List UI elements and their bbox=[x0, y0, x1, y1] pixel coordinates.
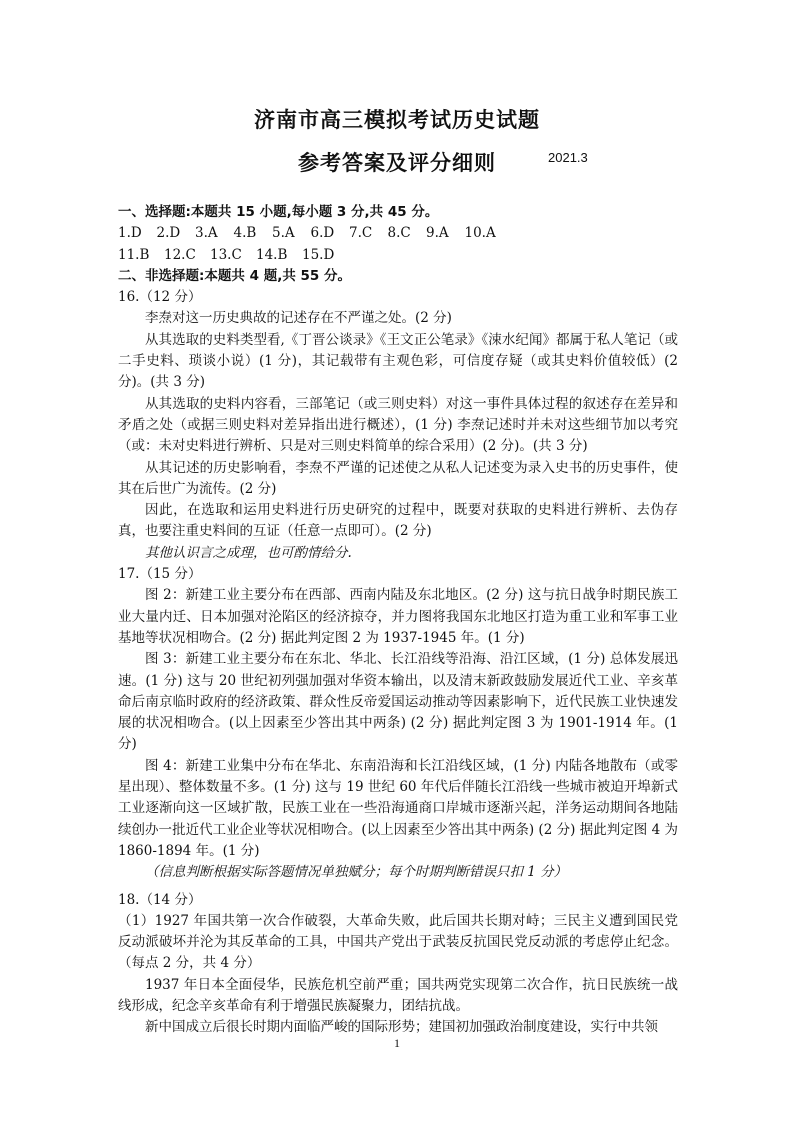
q16-paragraph: 从其选取的史料类型看,《丁晋公谈录》《王文正公笔录》《涑水纪闻》都属于私人笔记（或二手史料、琐谈小说）(1 分)，其记载带有主观色彩，可信度存疑（或其史料价值较低）(2 分)。(共 3 分) bbox=[118, 331, 678, 391]
q16-paragraph: 从其记述的历史影响看，李焘不严谨的记述使之从私人记述变为录入史书的历史事件，使其在后世广为流传。(2 分) bbox=[118, 459, 678, 497]
section-1-heading: 一、选择题:本题共 15 小题,每小题 3 分,共 45 分。 bbox=[118, 204, 439, 220]
answer-item: 14.B bbox=[256, 246, 288, 263]
answer-item: 10.A bbox=[464, 225, 496, 242]
answer-item: 3.A bbox=[195, 225, 218, 242]
q17-paragraph: 图 3：新建工业主要分布在东北、华北、长江沿线等沿海、沿江区域，(1 分) 总体发展迅速。(1 分) 这与 20 世纪初列强加强对华资本输出，以及清末新政鼓励发展近代工业、辛亥革命后南京临时政府的经济政策、群众性反帝爱国运动推动等因素影响下，近代民族工业快速发展的状况相吻合。(以上因素至少答出其中两条) (2 分) 据此判定图 3 为 1901-1914 年。(1 分) bbox=[118, 651, 678, 753]
answer-item: 8.C bbox=[387, 225, 411, 242]
answer-item: 4.B bbox=[233, 225, 257, 242]
question-16-label: 16.（12 分） bbox=[118, 289, 202, 306]
q16-grading-note: 其他认识言之成理，也可酌情给分. bbox=[145, 544, 352, 561]
answer-content bbox=[118, 202, 678, 1039]
answer-key-row-2 bbox=[118, 245, 678, 266]
answer-item: 6.D bbox=[310, 225, 335, 242]
answer-item: 13.C bbox=[210, 246, 242, 263]
q17-paragraph: 图 4：新建工业集中分布在华北、东南沿海和长江沿线区域，(1 分) 内陆各地散布（或零星出现）、整体数量不多。(1 分) 这与 19 世纪 60 年代后伴随长江沿线一些城市被迫开埠新式工业逐渐向这一区域扩散，民族工业在一些沿海通商口岸城市逐渐兴起，洋务运动期间各地陆续创办一批近代工业企业等状况相吻合。(以上因素至少答出其中两条) (2 分) 据此判定图 4 为 1860-1894 年。(1 分) bbox=[118, 757, 678, 859]
question-18-label: 18.（14 分） bbox=[118, 891, 202, 908]
q16-paragraph: 因此，在选取和运用史料进行历史研究的过程中，既要对获取的史料进行辨析、去伪存真，也要注重史料间的互证（任意一点即可）。(2 分) bbox=[118, 502, 678, 540]
answer-item: 1.D bbox=[118, 225, 142, 242]
page-number: 1 bbox=[394, 1036, 400, 1050]
page-title: 济南市高三模拟考试历史试题 bbox=[254, 108, 540, 132]
page-subtitle: 参考答案及评分细则 bbox=[298, 151, 496, 175]
answer-item: 9.A bbox=[426, 225, 449, 242]
answer-item: 2.D bbox=[156, 225, 181, 242]
question-17-label: 17.（15 分） bbox=[118, 566, 202, 583]
answer-item: 12.C bbox=[164, 246, 196, 263]
exam-date: 2021.3 bbox=[548, 150, 588, 165]
answer-key-row-1 bbox=[118, 223, 678, 244]
answer-item: 5.A bbox=[272, 225, 295, 242]
q17-paragraph: 图 2：新建工业主要分布在西部、西南内陆及东北地区。(2 分) 这与抗日战争时期民族工业大量内迁、日本加强对沦陷区的经济掠夺，并力图将我国东北地区打造为重工业和军事工业基地等状况相吻合。(2 分) 据此判定图 2 为 1937-1945 年。(1 分) bbox=[118, 587, 678, 646]
q18-paragraph: 新中国成立后很长时期内面临严峻的国际形势；建国初加强政治制度建设，实行中共领 bbox=[145, 1019, 658, 1036]
answer-item: 15.D bbox=[302, 246, 335, 263]
section-2-heading: 二、非选择题:本题共 4 题,共 55 分。 bbox=[118, 267, 352, 284]
q17-grading-note: （信息判断根据实际答题情况单独赋分；每个时期判断错误只扣 1 分） bbox=[145, 864, 568, 881]
answer-item: 7.C bbox=[349, 225, 373, 242]
q18-paragraph: 1937 年日本全面侵华，民族危机空前严重；国共两党实现第二次合作，抗日民族统一战线形成，纪念辛亥革命有利于增强民族凝聚力，团结抗战。 bbox=[118, 976, 678, 1014]
q16-paragraph: 李焘对这一历史典故的记述存在不严谨之处。(2 分) bbox=[145, 310, 452, 327]
q16-paragraph: 从其选取的史料内容看，三部笔记（或三则史料）对这一事件具体过程的叙述存在差异和矛盾之处（或据三则史料对差异指出进行概述），(1 分) 李焘记述时并未对这些细节加以考究（或：未对史料进行辨析、只是对三则史料简单的综合采用）(2 分)。(共 3 分) bbox=[118, 395, 678, 455]
answer-item: 11.B bbox=[118, 246, 150, 263]
q18-paragraph: （1）1927 年国共第一次合作破裂，大革命失败，此后国共长期对峙；三民主义遭到国民党反动派破坏并沦为其反革命的工具，中国共产党出于武装反抗国民党反动派的考虑停止纪念。（每点 2 分，共 4 分） bbox=[118, 912, 678, 972]
